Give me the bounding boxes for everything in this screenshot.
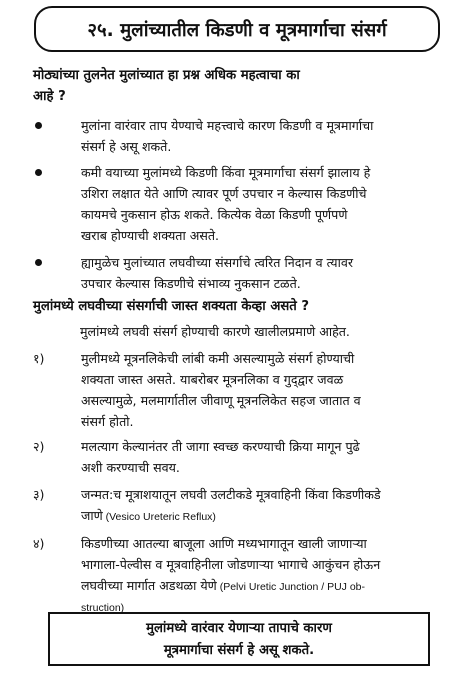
reason-number: १): [33, 351, 45, 366]
reason-line: शक्यता जास्त असते. याबरोबर मूत्रनलिका व गुद्‌द्वार जवळ: [81, 372, 344, 387]
reasons-intro: मुलांमध्ये लघवी संसर्ग होण्याची कारणे खालीलप्रमाणे आहेत.: [80, 324, 350, 339]
reason-text: [81, 533, 457, 619]
reason-line-text: लघवीच्या मार्गात अडथळा येणे: [81, 578, 217, 593]
bullet-line: उशिरा लक्षात येते आणि त्यावर पूर्ण उपचार न केल्यास किडणीचे: [81, 186, 367, 201]
reason-latin-term: (Pelvi Uretic Junction / PUJ ob-: [216, 581, 365, 593]
chapter-title-text: २५. मुलांच्यातील किडणी व मूत्रमार्गाचा संसर्ग: [87, 19, 387, 41]
bullet-dot-icon: [35, 122, 42, 129]
reason-text: [81, 348, 457, 432]
reason-line: संसर्ग होतो.: [81, 414, 134, 429]
bullet-dot-icon: [35, 169, 42, 176]
chapter-title: [34, 6, 440, 52]
reason-line: किडणीच्या आतल्या बाजूला आणि मध्यभागातून खाली जाणाऱ्या: [81, 536, 367, 551]
bullet-text: [81, 115, 457, 157]
reason-line: अशी करण्याची सवय.: [81, 460, 180, 475]
question-1-line-1: मोठ्यांच्या तुलनेत मुलांच्यात हा प्रश्न अधिक महत्वाचा का: [33, 68, 300, 83]
bullet-line: कमी वयाच्या मुलांमध्ये किडणी किंवा मूत्रमार्गाचा संसर्ग झालाय हे: [81, 165, 371, 180]
key-message-line: मुलांमध्ये वारंवार येणाऱ्या तापाचे कारण: [146, 621, 332, 636]
key-message-line: मूत्रमार्गाचा संसर्ग हे असू शकते.: [163, 643, 315, 658]
bullet-line: मुलांना वारंवार ताप येण्याचे महत्त्वाचे कारण किडणी व मूत्रमार्गाचा: [81, 118, 374, 133]
question-heading-2: मुलांमध्ये लघवीच्या संसर्गाची जास्त शक्यता केव्हा असते ?: [33, 299, 310, 314]
reason-text: [81, 436, 457, 478]
reason-line: [81, 575, 457, 598]
bullet-line: ह्यामुळेच मुलांच्यात लघवीच्या संसर्गाचे त्वरित निदान व त्यावर: [81, 255, 354, 270]
reason-latin-term: struction): [81, 602, 125, 614]
reason-text: [81, 484, 457, 528]
bullet-line: संसर्ग हे असू शकते.: [81, 139, 172, 154]
reason-line: भागाला-पेल्वीस व मूत्रवाहिनीला जोडणाऱ्या भागाचे आकुंचन होऊन: [81, 557, 381, 572]
bullet-text: [81, 162, 457, 246]
bullet-line: खराब होण्याची शक्यता असते.: [81, 228, 220, 243]
reason-line: मुलीमध्ये मूत्रनलिकेची लांबी कमी असल्यामुळे संसर्ग होण्याची: [81, 351, 355, 366]
reason-line: मलत्याग केल्यानंतर ती जागा स्वच्छ करण्याची क्रिया मागून पुढे: [81, 439, 360, 454]
reason-number: ४): [33, 536, 45, 551]
bullet-text: [81, 252, 457, 294]
bullet-line: उपचार केल्यास किडणीचे संभाव्य नुकसान टळते.: [81, 276, 301, 291]
bullet-dot-icon: [35, 259, 42, 266]
question-heading-1: [33, 65, 453, 107]
question-1-line-2: आहे ?: [33, 89, 66, 104]
reason-latin-term: (Vesico Ureteric Reflux): [102, 511, 216, 523]
reason-number: २): [33, 439, 45, 454]
bullet-line: कायमचे नुकसान होऊ शकते. कित्येक वेळा किडणी पूर्णपणे: [81, 207, 348, 222]
key-message-box: [48, 612, 430, 666]
reason-line: असल्यामुळे, मलमार्गातील जीवाणू मूत्रनलिकेत सहज जातात व: [81, 393, 361, 408]
reason-number: ३): [33, 487, 45, 502]
reason-line: जन्मत:च मूत्राशयातून लघवी उलटीकडे मूत्रवाहिनी किंवा किडणीकडे: [81, 487, 381, 502]
reason-line-text: जाणे: [81, 508, 103, 523]
reason-line: [81, 505, 457, 528]
